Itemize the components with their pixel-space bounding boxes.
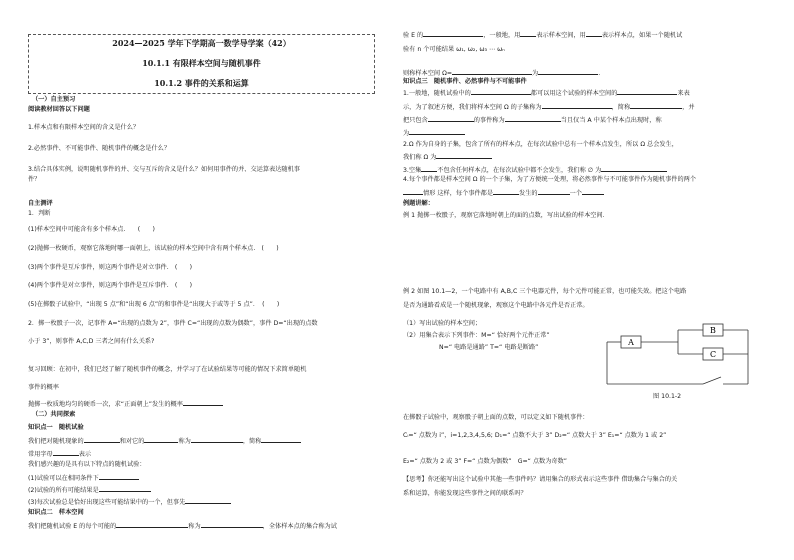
judge-heading: 1．判断 [28, 210, 51, 217]
kp3-line3: 把只包含 的事件称为 当且仅当 A 中某个样本点出现时，称 [403, 117, 662, 124]
component-b-label: B [710, 326, 716, 335]
example-1: 例 1 抛掷一枚骰子，观察它落地时朝上的面的点数，写出试验的样本空间． [403, 212, 609, 219]
title-box [28, 34, 375, 94]
judge-item-2: (2)抛掷一枚硬币，观察它落地时哪一面朝上，该试验的样本空间中含有两个样本点. ( ) [28, 245, 279, 252]
dice-events-line1: Cᵢ=“ 点数为 i”，i=1,2,3,4,5,6; D₁=“ 点数不大于 3” D₂=“ 点数大于 3” E₁=“ 点数为 1 或 2” [403, 432, 667, 439]
lesson-subtitle-2: 10.1.2 事件的关系和运算 [154, 78, 249, 88]
kp3-line4: 为 [403, 128, 465, 138]
preview-subheading: 阅读教材回答以下问题 [28, 106, 90, 113]
dice-events-line2: E₂=“ 点数为 2 或 3” F=“ 点数为偶数” G=“ 点数为奇数” [403, 458, 567, 465]
kp1-feature-3: (3)每次试验总是恰好出现这些可能结果中的一个，但事先 [28, 497, 231, 507]
component-a-label: A [628, 338, 634, 347]
review-line1: 复习回顾：在初中，我们已经了解了随机事件的概念，并学习了在试验结果等可能的情况下求简单随机 [28, 366, 307, 373]
sample-space-line3: 则称样本空间 Ω= 为 . [403, 70, 601, 77]
kp3-line2: 示，为了叙述方便，我们将样本空间 Ω 的子集称为 ，简称 ，并 [403, 104, 695, 111]
left-column [20, 0, 395, 560]
example-2-part1: （1）写出试验的样本空间； [403, 320, 482, 327]
circuit-switch [703, 377, 721, 384]
examples-heading: 例题讲解： [403, 200, 434, 207]
kp3-line8: 4.每个事件都是样本空间 Ω 的一个子集，为了方便统一处理，将必然事件与不可能事件作为随机事件的两个 [403, 176, 697, 183]
kp1-feature-2: (2)试验的所有可能结果是 [28, 485, 151, 495]
judge-item-4: (4)两个事件是对立事件，则这两个事件是互斥事件. ( ) [28, 282, 193, 289]
kp1-line3: 我们感兴趣的是具有以下特点的随机试验： [28, 461, 146, 468]
exercise-2-line1: 2．掷一枚骰子一次，记事件 A=“出现的点数为 2”，事件 C=“出现的点数为偶数”，事件 D=“出现的点数 [28, 320, 318, 327]
self-test-heading: 自主测评 [28, 200, 53, 207]
kp1-feature-1: (1)试验可以在相同条件下 [28, 473, 139, 483]
kp3-line1: 1.一般地，随机试验中的 都可以用这个试验的样本空间的 来表 [403, 90, 690, 97]
knowledge-point-1: 知识点一 随机试验 [28, 424, 84, 431]
question-1: 1.样本点和有限样本空间的含义是什么？ [28, 124, 140, 131]
sample-space-line2: 验有 n 个可能结果 ω₁, ω₂, ω₃ ⋯ ωₙ [403, 46, 505, 53]
kp1-line2: 常用字母 表示 [28, 451, 92, 458]
component-c-label: C [709, 350, 717, 359]
review-line2: 事件的概率 [28, 384, 59, 391]
judge-item-3: (3)两个事件是互斥事件，则这两个事件是对立事件. ( ) [28, 264, 193, 271]
preview-heading: （一）自主预习 [32, 96, 76, 103]
explore-heading: （二）共同探索 [32, 411, 76, 418]
example-2-line2: 是否为通路看成是一个随机现象，观察这个电路中各元件是否正常。 [403, 302, 589, 309]
kp1-line1: 我们把对随机现象的 和对它的 称为 ，简称 [28, 436, 301, 446]
knowledge-point-2: 知识点二 样本空间 [28, 509, 84, 516]
kp3-line6: 我们称 Ω 为 [403, 152, 492, 162]
kp3-line5: 2.Ω 作为自身的子集，包含了所有的样本点，在每次试验中总有一个样本点发生，所以 Ω 总会发生， [403, 141, 678, 148]
dice-events-intro: 在掷骰子试验中，观察骰子朝上面的点数，可以定义如下随机事件： [403, 414, 589, 421]
worksheet-title: 2024—2025 学年下学期高一数学导学案（42） [112, 38, 291, 48]
figure-caption: 图 10.1-2 [653, 393, 682, 400]
example-2-part2: （2）用集合表示下列事件：M=“ 恰好两个元件正常” [403, 332, 550, 339]
think-line2: 系和运算，你能发现这些事件之间的联系吗？ [403, 490, 527, 497]
question-2: 2.必然事件、不可能事件、随机事件的概念是什么？ [28, 145, 171, 152]
sample-space-line1: 验 E 的 ，一般地，用 表示样本空间，用 表示样本点，如果一个随机试 [403, 32, 683, 39]
judge-item-5: (5)在掷骰子试验中，“出现 5 点”和“出现 6 点”的和事件是“出现大于或等于 5 点”． ( ) [28, 301, 280, 308]
review-line3: 抛掷一枚质地均匀的硬币一次，求“正面朝上”发生的概率 [28, 399, 223, 409]
knowledge-point-3: 知识点三 随机事件、必然事件与不可能事件 [403, 78, 527, 85]
lesson-subtitle-1: 10.1.1 有限样本空间与随机事件 [142, 58, 261, 68]
kp2-line1: 我们把随机试验 E 的每个可能的 称为 ，全体样本点的集合称为试 [28, 523, 337, 530]
right-column [403, 0, 783, 560]
judge-item-1: (1)样本空间中可能含有多个样本点. ( ) [28, 226, 155, 233]
example-2-part2b: N=“ 电路是通路” T=“ 电路是断路” [439, 344, 539, 351]
circuit-diagram [603, 322, 773, 392]
kp3-line7: 3.空集 不包含任何样本点，在每次试验中都不会发生，我们称 ∅ 为 [403, 165, 667, 175]
exercise-2-line2: 小于 3”，则事件 A,C,D 三者之间有什么关系? [28, 338, 155, 345]
question-3-line2: 件？ [28, 176, 41, 183]
think-line1: 【思考】你还能写出这个试验中其他一些事件吗？请用集合的形式表示这些事件 借助集合与集合的关 [403, 476, 678, 483]
question-3-line1: 3.结合具体实例，说明随机事件的并、交与互斥的含义是什么？如何用事件的并、交运算表达随机事 [28, 166, 300, 173]
kp3-line9: 情形 这样，每个事件都是 发生的 一个 [403, 188, 604, 198]
example-2-line1: 例 2 如图 10.1—2，一个电路中有 A,B,C 三个电器元件，每个元件可能正常，也可能失效。把这个电路 [403, 288, 687, 295]
